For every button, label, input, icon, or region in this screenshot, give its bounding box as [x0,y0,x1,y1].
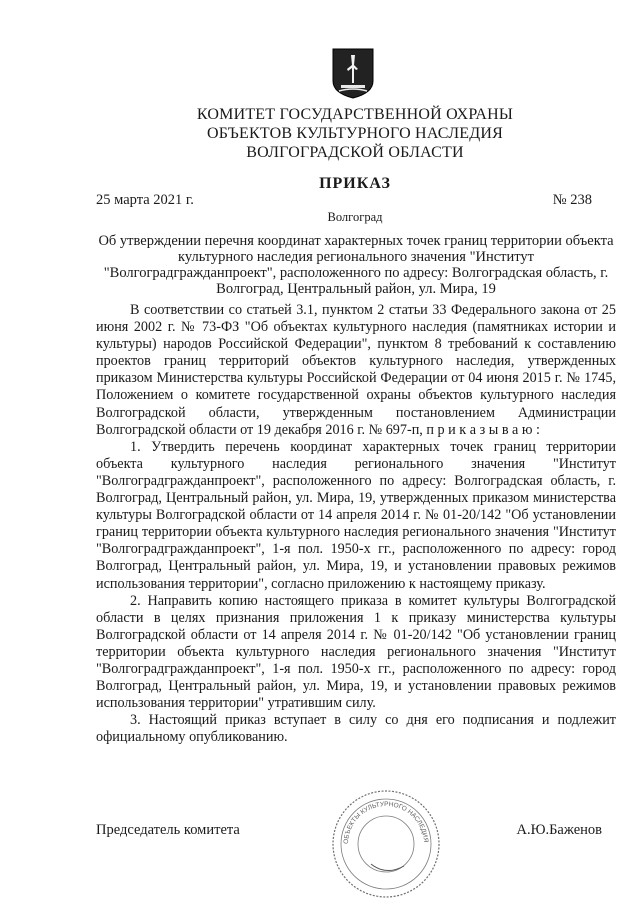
item-2-paragraph: 2. Направить копию настоящего приказа в комитет культуры Волгоградской области в целях признания приложения 1 к приказу министерства культуры Волгоградской области от 14 апреля 2014 г. № 01-20/142 "Об установлении границ территории объекта культурного наследия регионального значения "Институт "Волгоградгражданпроект", 1-я пол. 1950-х гг., расположенного по адресу: город Волгоград, Центральный район, ул. Мира, 19, и установлении правовых режимов использования территории" утратившим силу. [96,592,616,712]
coat-of-arms-icon [331,47,375,99]
organization-name-line1: КОМИТЕТ ГОСУДАРСТВЕННОЙ ОХРАНЫ [196,106,514,123]
item-3-paragraph: 3. Настоящий приказ вступает в силу со дня его подписания и подлежит официальному опубликованию. [96,712,616,746]
organization-name-line3: ВОЛГОГРАДСКОЙ ОБЛАСТИ [246,144,464,161]
seal-text: ОБЪЕКТЫ КУЛЬТУРНОГО НАСЛЕДИЯ [342,800,430,845]
preamble-paragraph: В соответствии со статьей 3.1, пунктом 2 статьи 33 Федерального закона от 25 июня 2002 г. № 73-ФЗ "Об объектах культурного наследия (памятниках истории и культуры) народов Российской Федерации", пунктом 8 требований к составлению проектов границ территорий объектов культурного наследия, утвержденных приказом Министерства культуры Российской Федерации от 04 июня 2015 г. № 1745, Положением о комитете государственной охраны объектов культурного наследия Волгоградской области, утвержденным постановлением Администрации Волгоградской области от 19 декабря 2016 г. № 697-п, п р и к а з ы в а ю : [96,302,616,438]
organization-name-line2: ОБЪЕКТОВ КУЛЬТУРНОГО НАСЛЕДИЯ [206,125,504,142]
item-1-paragraph: 1. Утвердить перечень координат характерных точек границ территории объекта культурного наследия регионального значения "Институт "Волгоградгражданпроект", расположенного по адресу: Волгоградская область, г. Волгоград, Центральный район, ул. Мира, 19, утвержденных приказом министерства культуры Волгоградской области от 14 апреля 2014 г. № 01-20/142 "Об установлении границ территории объекта культурного наследия регионального значения "Институт "Волгоградгражданпроект", 1-я пол. 1950-х гг., расположенного по адресу: город Волгоград, Центральный район, ул. Мира, 19, и установлении правовых режимов использования территории", согласно приложению к настоящему приказу. [96,438,616,592]
document-body [96,302,616,746]
order-date: 25 марта 2021 г. [96,192,194,208]
signatory-role: Председатель комитета [96,822,240,838]
city-name: Волгоград [327,210,383,224]
official-seal-icon [326,786,446,901]
order-number: № 238 [552,192,592,208]
order-subject: Об утверждении перечня координат характерных точек границ территории объекта культурного наследия регионального значения "Институт "Волгоградгражданпроект", расположенного по адресу: Волгоградская область, г. Волгоград, Центральный район, ул. Мира, 19 [98,233,614,297]
document-title: ПРИКАЗ [319,175,391,192]
signatory-name: А.Ю.Баженов [516,822,602,838]
